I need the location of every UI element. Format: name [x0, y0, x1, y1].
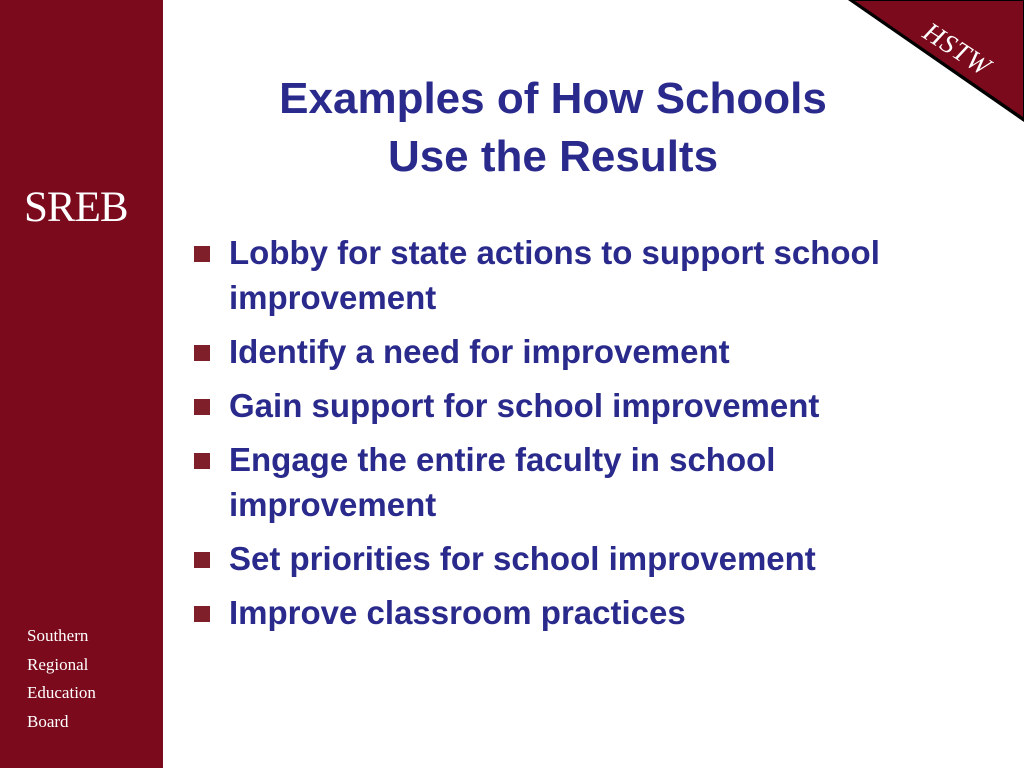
org-line: Education	[27, 683, 96, 702]
square-bullet-icon	[194, 453, 210, 469]
bullet-item	[192, 383, 982, 428]
bullet-text: Identify a need for improvement	[229, 333, 730, 370]
bullet-text: Set priorities for school improvement	[229, 540, 816, 577]
bullet-item	[192, 590, 982, 635]
bullet-item	[192, 329, 982, 374]
slide-title-line: Examples of How Schools	[279, 74, 827, 123]
bullet-text: Improve classroom practices	[229, 594, 686, 631]
square-bullet-icon	[194, 246, 210, 262]
organization-name	[27, 622, 96, 736]
org-line: Board	[27, 711, 69, 731]
org-line: Regional	[27, 654, 89, 674]
square-bullet-icon	[194, 345, 210, 361]
bullet-text: Gain support for school improvement	[229, 387, 820, 424]
bullet-item	[192, 230, 982, 320]
corner-badge-label: HSTW	[917, 16, 997, 82]
org-line: Southern	[27, 626, 89, 645]
bullet-item	[192, 536, 982, 581]
slide-title-line: Use the Results	[387, 132, 719, 181]
square-bullet-icon	[194, 399, 210, 415]
bullet-list	[192, 230, 982, 644]
bullet-text: Engage the entire faculty in school improvement	[229, 441, 776, 523]
square-bullet-icon	[194, 606, 210, 622]
slide-title	[163, 70, 943, 186]
square-bullet-icon	[194, 552, 210, 568]
bullet-text: Lobby for state actions to support school improvement	[229, 234, 880, 316]
bullet-item	[192, 437, 982, 527]
sreb-logo: SREB	[24, 184, 128, 231]
sidebar	[0, 0, 163, 768]
